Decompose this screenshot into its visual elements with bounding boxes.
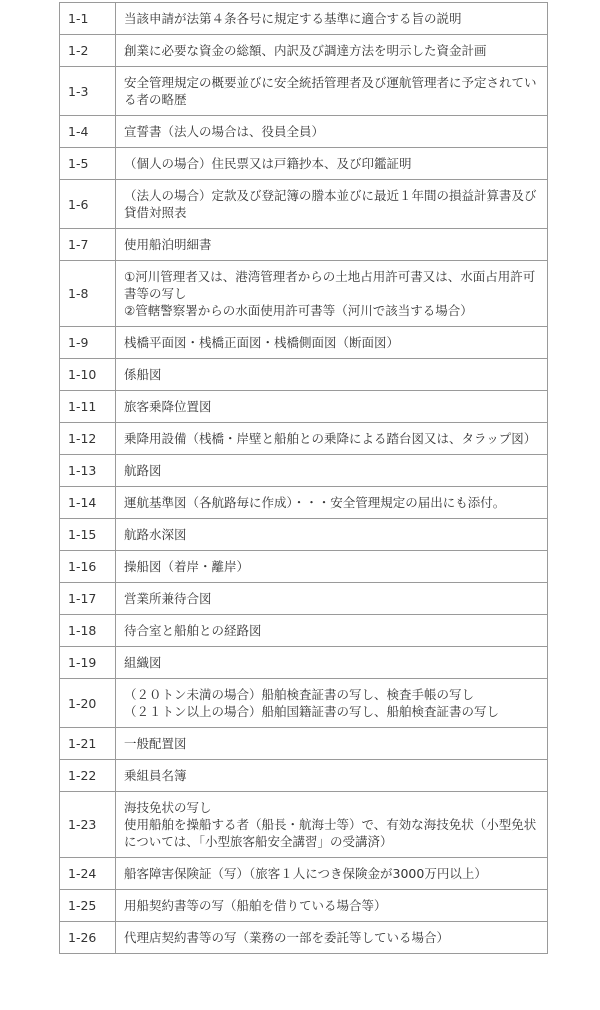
row-description: （個人の場合）住民票又は戸籍抄本、及び印鑑証明 bbox=[116, 148, 548, 180]
row-number: 1-17 bbox=[60, 583, 116, 615]
row-number: 1-19 bbox=[60, 647, 116, 679]
table-row bbox=[60, 67, 548, 116]
row-description: 安全管理規定の概要並びに安全統括管理者及び運航管理者に予定されている者の略歴 bbox=[116, 67, 548, 116]
table-row bbox=[60, 679, 548, 728]
row-description: 係船図 bbox=[116, 359, 548, 391]
row-description: 海技免状の写し 使用船舶を操船する者（船長・航海士等）で、有効な海技免状（小型免状については、「小型旅客船安全講習」の受講済） bbox=[116, 792, 548, 858]
row-number: 1-2 bbox=[60, 35, 116, 67]
row-description: 宣誓書（法人の場合は、役員全員） bbox=[116, 116, 548, 148]
table-row bbox=[60, 391, 548, 423]
table-row bbox=[60, 423, 548, 455]
row-number: 1-16 bbox=[60, 551, 116, 583]
table-row bbox=[60, 455, 548, 487]
table-row bbox=[60, 647, 548, 679]
row-number: 1-7 bbox=[60, 229, 116, 261]
table-body bbox=[60, 3, 548, 954]
row-description: 営業所兼待合図 bbox=[116, 583, 548, 615]
table-row bbox=[60, 760, 548, 792]
row-description: ①河川管理者又は、港湾管理者からの土地占用許可書又は、水面占用許可書等の写し ②管轄警察署からの水面使用許可書等（河川で該当する場合） bbox=[116, 261, 548, 327]
table-row bbox=[60, 359, 548, 391]
table-row bbox=[60, 728, 548, 760]
row-description: 乗降用設備（桟橋・岸壁と船舶との乗降による踏台図又は、タラップ図） bbox=[116, 423, 548, 455]
table-row bbox=[60, 890, 548, 922]
row-number: 1-1 bbox=[60, 3, 116, 35]
row-number: 1-6 bbox=[60, 180, 116, 229]
row-description: 当該申請が法第４条各号に規定する基準に適合する旨の説明 bbox=[116, 3, 548, 35]
row-number: 1-25 bbox=[60, 890, 116, 922]
row-description: 代理店契約書等の写（業務の一部を委託等している場合） bbox=[116, 922, 548, 954]
row-number: 1-24 bbox=[60, 858, 116, 890]
row-number: 1-22 bbox=[60, 760, 116, 792]
row-description: （法人の場合）定款及び登記簿の謄本並びに最近１年間の損益計算書及び貸借対照表 bbox=[116, 180, 548, 229]
row-number: 1-8 bbox=[60, 261, 116, 327]
table-row bbox=[60, 583, 548, 615]
row-number: 1-15 bbox=[60, 519, 116, 551]
row-number: 1-13 bbox=[60, 455, 116, 487]
row-number: 1-21 bbox=[60, 728, 116, 760]
table-row bbox=[60, 3, 548, 35]
row-number: 1-12 bbox=[60, 423, 116, 455]
row-description: 用船契約書等の写（船舶を借りている場合等） bbox=[116, 890, 548, 922]
row-number: 1-10 bbox=[60, 359, 116, 391]
table-row bbox=[60, 858, 548, 890]
row-description: 組織図 bbox=[116, 647, 548, 679]
table-row bbox=[60, 922, 548, 954]
row-description: 乗組員名簿 bbox=[116, 760, 548, 792]
row-number: 1-23 bbox=[60, 792, 116, 858]
row-number: 1-9 bbox=[60, 327, 116, 359]
table-row bbox=[60, 792, 548, 858]
row-number: 1-18 bbox=[60, 615, 116, 647]
table-row bbox=[60, 35, 548, 67]
row-description: 航路図 bbox=[116, 455, 548, 487]
table-row bbox=[60, 229, 548, 261]
row-description: 待合室と船舶との経路図 bbox=[116, 615, 548, 647]
row-description: 旅客乗降位置図 bbox=[116, 391, 548, 423]
table-row bbox=[60, 487, 548, 519]
table-row bbox=[60, 116, 548, 148]
row-number: 1-3 bbox=[60, 67, 116, 116]
row-description: 創業に必要な資金の総額、内訳及び調達方法を明示した資金計画 bbox=[116, 35, 548, 67]
row-description: 使用船泊明細書 bbox=[116, 229, 548, 261]
row-number: 1-4 bbox=[60, 116, 116, 148]
row-number: 1-26 bbox=[60, 922, 116, 954]
row-number: 1-5 bbox=[60, 148, 116, 180]
table-row bbox=[60, 519, 548, 551]
row-description: 操船図（着岸・離岸） bbox=[116, 551, 548, 583]
row-description: 桟橋平面図・桟橋正面図・桟橋側面図（断面図） bbox=[116, 327, 548, 359]
row-number: 1-11 bbox=[60, 391, 116, 423]
row-description: 航路水深図 bbox=[116, 519, 548, 551]
row-number: 1-14 bbox=[60, 487, 116, 519]
table-row bbox=[60, 180, 548, 229]
row-description: 船客障害保険証（写）（旅客１人につき保険金が3000万円以上） bbox=[116, 858, 548, 890]
table-row bbox=[60, 615, 548, 647]
row-description: （２０トン未満の場合）船舶検査証書の写し、検査手帳の写し （２１トン以上の場合）船舶国籍証書の写し、船舶検査証書の写し bbox=[116, 679, 548, 728]
row-description: 一般配置図 bbox=[116, 728, 548, 760]
table-row bbox=[60, 148, 548, 180]
table-row bbox=[60, 327, 548, 359]
row-number: 1-20 bbox=[60, 679, 116, 728]
table-row bbox=[60, 261, 548, 327]
row-description: 運航基準図（各航路毎に作成）・・・安全管理規定の届出にも添付。 bbox=[116, 487, 548, 519]
table-row bbox=[60, 551, 548, 583]
document-list-table bbox=[59, 2, 548, 954]
